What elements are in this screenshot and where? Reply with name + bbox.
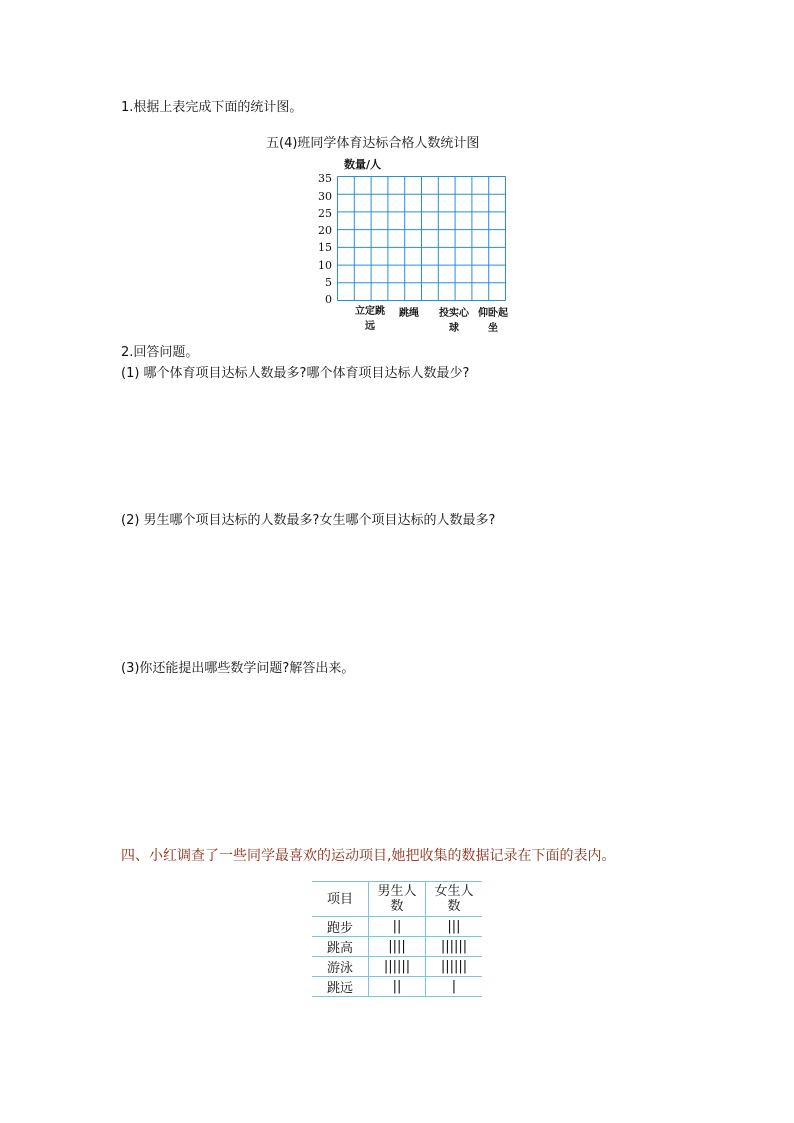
chart-grid <box>337 176 507 302</box>
table-cell: ||| <box>426 917 483 937</box>
table-cell: || <box>369 977 426 997</box>
x-category-label: 投实心球 <box>439 308 469 334</box>
table-row <box>312 937 482 957</box>
table-cell: |||||| <box>426 957 483 977</box>
table-cell: |||||| <box>426 937 483 957</box>
table-cell: || <box>369 917 426 937</box>
question-2-heading: 2.回答问题。 <box>121 345 199 360</box>
table-header-cell: 男生人数 <box>369 882 426 917</box>
y-tick-label: 25 <box>318 207 332 220</box>
y-tick-label: 5 <box>325 276 332 289</box>
x-category-label: 立定跳远 <box>355 306 385 332</box>
table-row <box>312 957 482 977</box>
table-header-cell: 项目 <box>312 882 369 917</box>
x-category-label: 仰卧起坐 <box>478 308 508 334</box>
question-2-part-2: (2) 男生哪个项目达标的人数最多?女生哪个项目达标的人数最多? <box>121 513 496 528</box>
table-header-row <box>312 882 482 917</box>
table-cell: 游泳 <box>312 957 369 977</box>
y-tick-label: 20 <box>318 224 332 237</box>
table-cell: |||| <box>369 937 426 957</box>
tally-table <box>312 881 482 997</box>
table-cell: 跳高 <box>312 937 369 957</box>
question-2-part-1: (1) 哪个体育项目达标人数最多?哪个体育项目达标人数最少? <box>121 366 470 381</box>
table-cell: | <box>426 977 483 997</box>
y-tick-label: 0 <box>325 293 332 306</box>
table-cell: 跑步 <box>312 917 369 937</box>
section-4-heading: 四、小红调查了一些同学最喜欢的运动项目,她把收集的数据记录在下面的表内。 <box>121 848 616 864</box>
table-header-cell: 女生人数 <box>426 882 483 917</box>
y-tick-label: 15 <box>318 241 332 254</box>
y-tick-label: 35 <box>318 172 332 185</box>
table-row <box>312 977 482 997</box>
table-row <box>312 917 482 937</box>
chart-title: 五(4)班同学体育达标合格人数统计图 <box>266 136 480 151</box>
table-cell: 跳远 <box>312 977 369 997</box>
y-tick-label: 30 <box>318 190 332 203</box>
question-1-text: 1.根据上表完成下面的统计图。 <box>121 100 303 115</box>
question-2-part-3: (3)你还能提出哪些数学问题?解答出来。 <box>121 661 355 676</box>
y-tick-label: 10 <box>318 259 332 272</box>
y-axis-label: 数量/人 <box>344 158 382 171</box>
x-category-label: 跳绳 <box>399 308 419 319</box>
table-cell: |||||| <box>369 957 426 977</box>
